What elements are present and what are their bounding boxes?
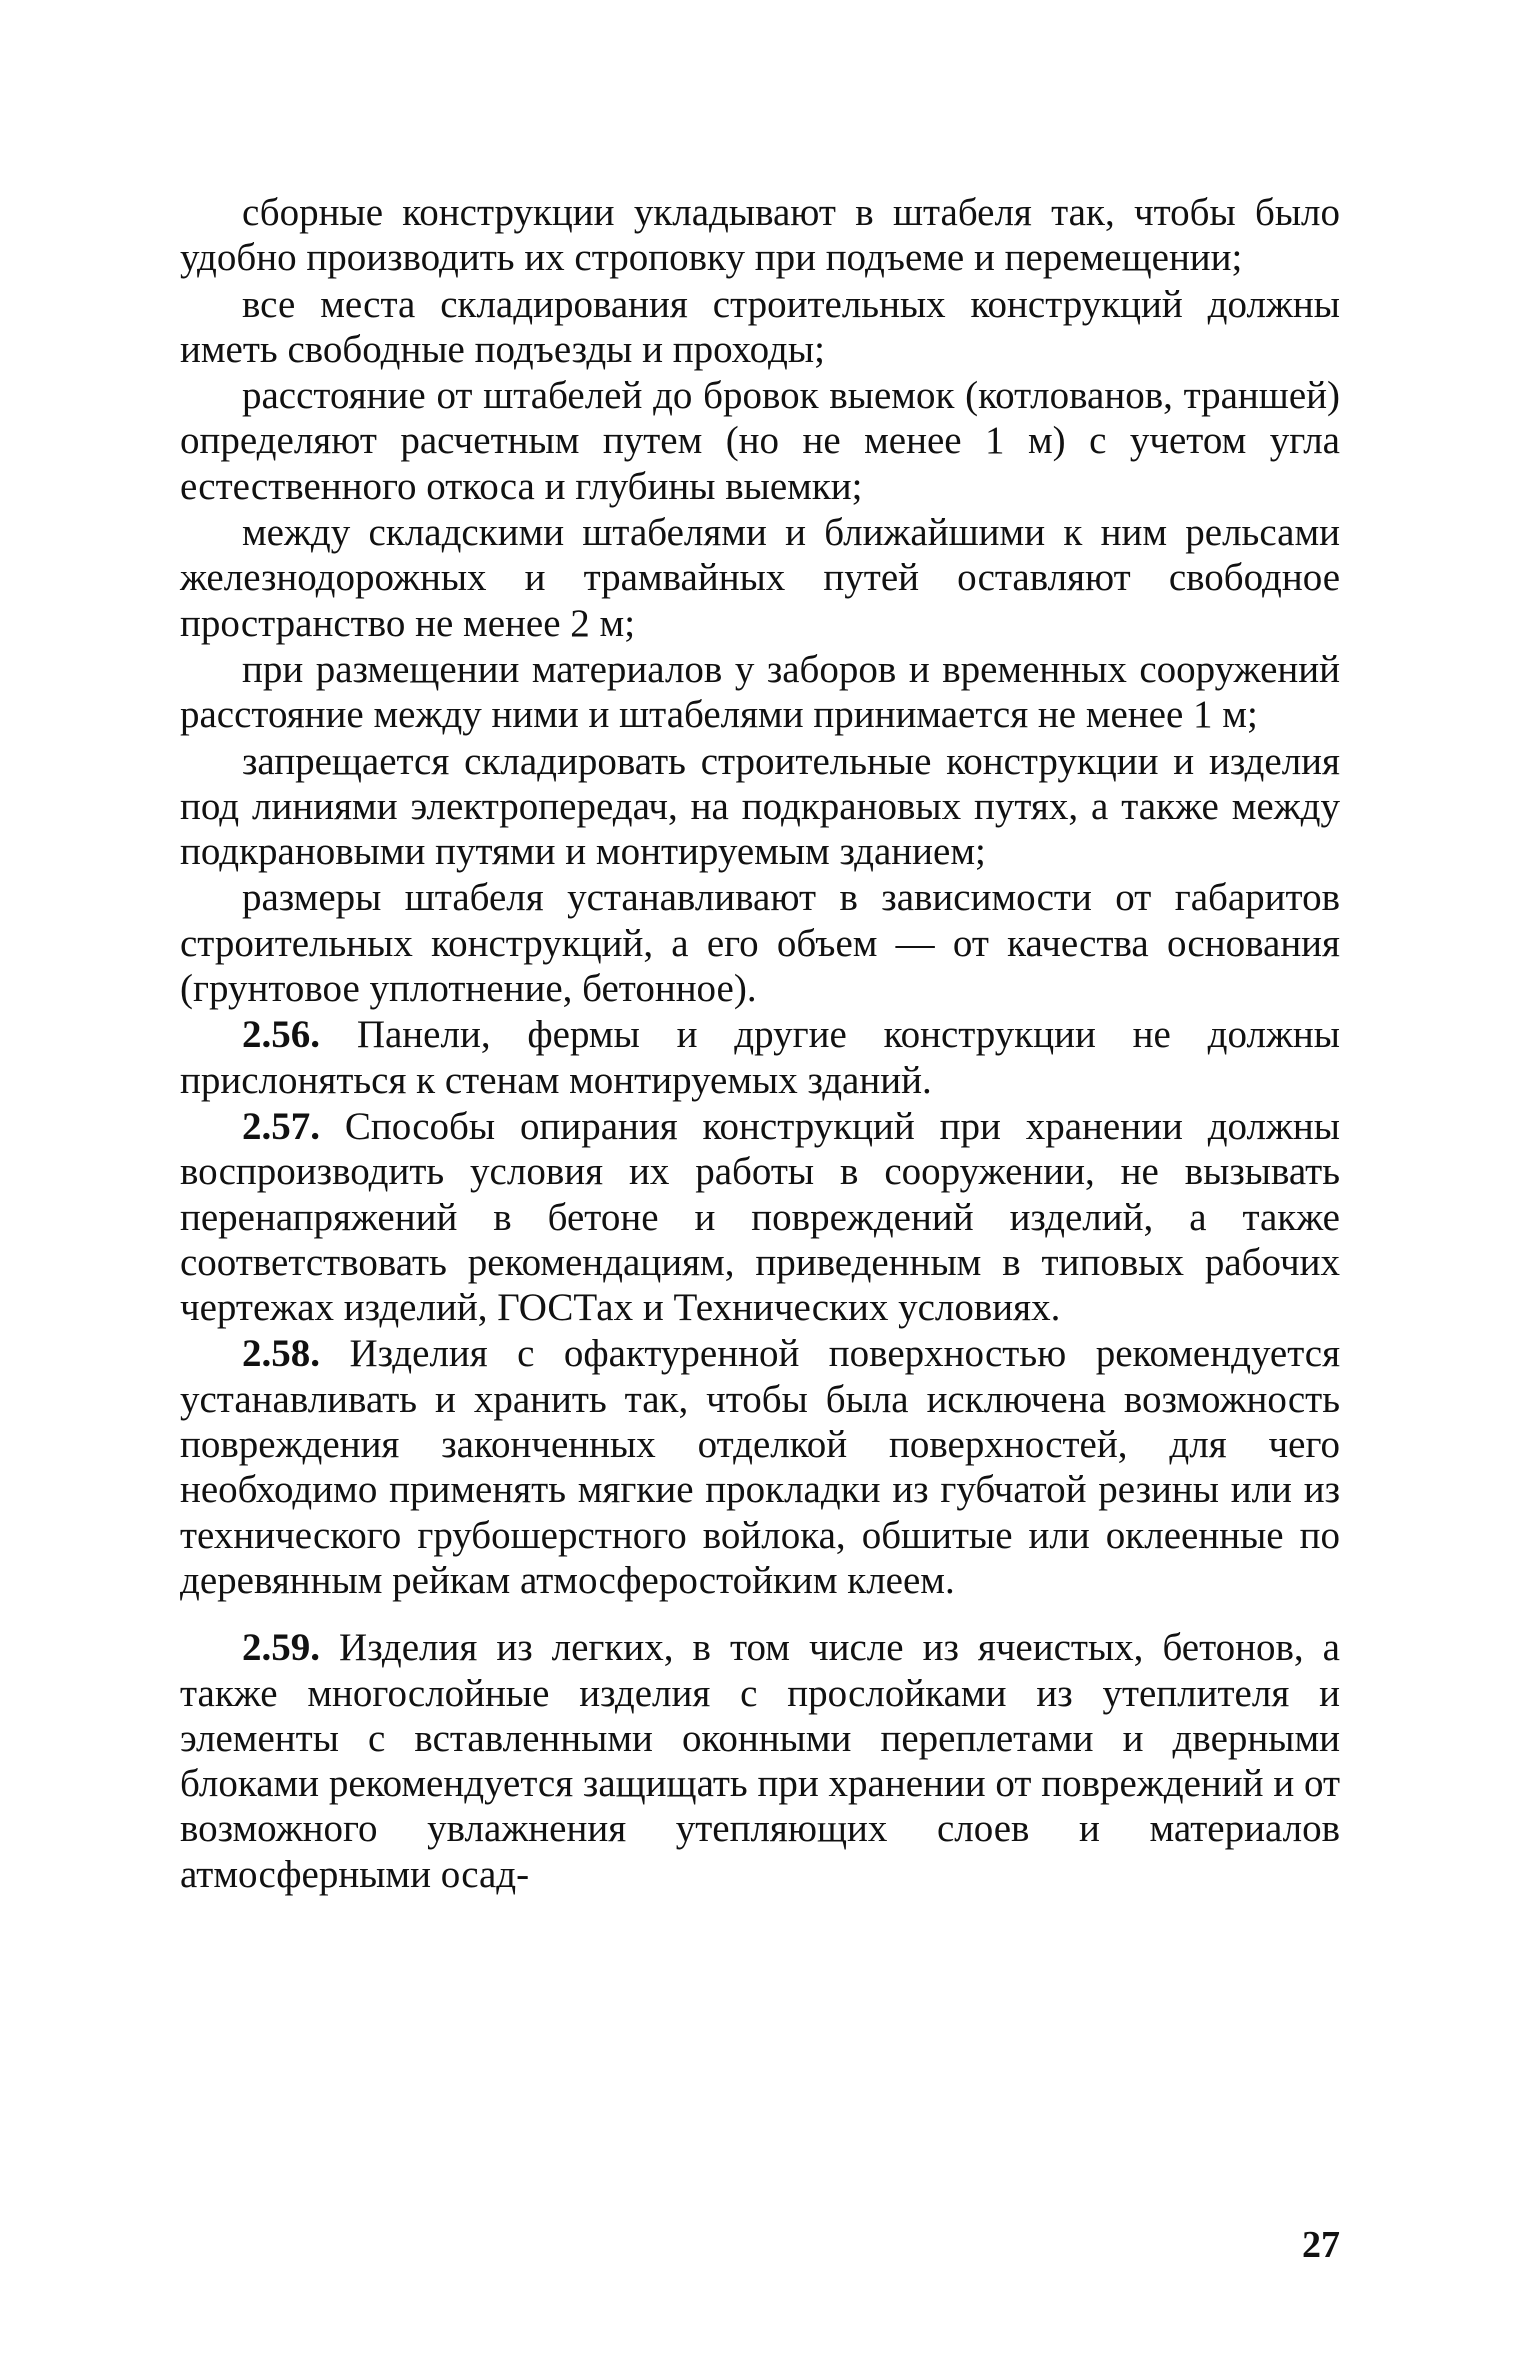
paragraph-stacking-rule (180, 190, 1340, 281)
clause-number: 2.57. (242, 1104, 320, 1148)
paragraph-text: расстояние от штабелей до бровок выемок (котлованов, траншей) определяют расчетным путем (но не менее 1 м) с учетом угла естественного откоса и глубины выемки; (180, 374, 1340, 508)
clause-text: Изделия из легких, в том числе из ячеистых, бетонов, а также многослойные изделия с прослойками из утеплителя и элементы с вставленными оконными переплетами и дверными блоками рекомендуется защищать при хранении от повреждений и от возможного увлажнения утепляющих слоев и материалов атмосферными осад- (180, 1626, 1340, 1896)
clause-2-56 (180, 1012, 1340, 1103)
paragraph-stack-size-rule (180, 875, 1340, 1011)
paragraph-text: запрещается складировать строительные конструкции и изделия под линиями электропередач, на подкрановых путях, а также между подкрановыми путями и монтируемым зданием; (180, 739, 1340, 874)
paragraph-fence-distance-rule (180, 647, 1340, 738)
paragraph-text: сборные конструкции укладывают в штабеля так, чтобы было удобно производить их строповку при подъеме и перемещении; (180, 191, 1340, 280)
paragraph-prohibited-storage-rule (180, 739, 1340, 875)
paragraph-storage-access-rule (180, 282, 1340, 373)
paragraph-rail-distance-rule (180, 510, 1340, 646)
page-body (180, 190, 1340, 1898)
clause-text: Способы опирания конструкций при хранении должны воспроизводить условия их работы в сооружении, не вызывать перенапряжений в бетоне и повреждений изделий, а также соответствовать рекомендациям, приведенным в типовых рабочих чертежах изделий, ГОСТах и Технических условиях. (180, 1104, 1341, 1330)
clause-number: 2.56. (242, 1013, 320, 1057)
paragraph-excavation-distance-rule (180, 373, 1340, 509)
paragraph-text: все места складирования строительных конструкций должны иметь свободные подъезды и проходы; (180, 282, 1340, 371)
clause-number: 2.59. (242, 1626, 320, 1670)
paragraph-text: при размещении материалов у заборов и временных сооружений расстояние между ними и штабелями принимается не менее 1 м; (180, 647, 1340, 737)
clause-2-57 (180, 1104, 1340, 1330)
clause-2-58 (180, 1331, 1340, 1603)
paragraph-text: между складскими штабелями и ближайшими к ним рельсами железнодорожных и трамвайных путей оставляют свободное пространство не менее 2 м; (180, 511, 1340, 645)
clause-2-59 (180, 1625, 1340, 1897)
page-number: 27 (1302, 2224, 1340, 2266)
clause-text: Панели, фермы и другие конструкции не должны прислоняться к стенам монтируемых зданий. (180, 1013, 1340, 1102)
clause-text: Изделия с офактуренной поверхностью рекомендуется устанавливать и хранить так, чтобы была исключена возможность повреждения законченных отделкой поверхностей, для чего необходимо применять мягкие прокладки из губчатой резины или из технического грубошерстного войлока, обшитые или оклеенные по деревянным рейкам атмосферостойким клеем. (180, 1332, 1341, 1602)
clause-number: 2.58. (242, 1332, 320, 1376)
paragraph-text: размеры штабеля устанавливают в зависимости от габаритов строительных конструкций, а его объем — от качества основания (грунтовое уплотнение, бетонное). (180, 876, 1340, 1011)
